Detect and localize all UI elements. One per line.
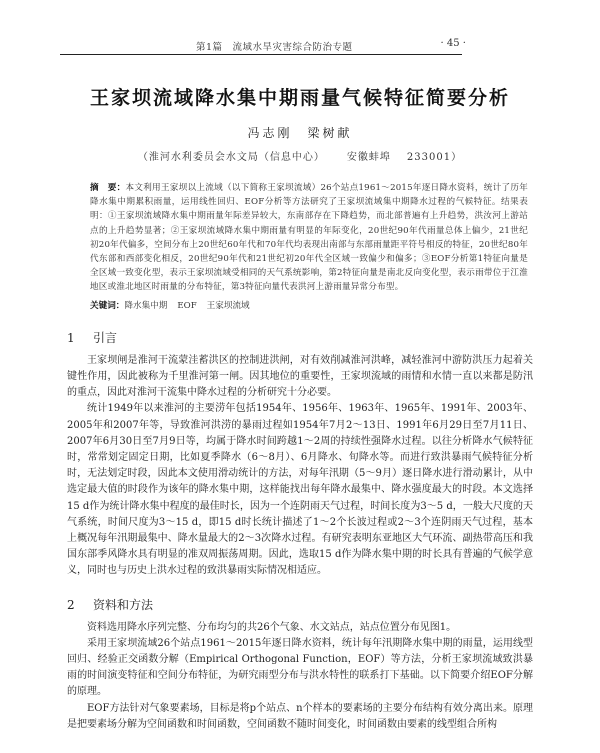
article-title: 王家坝流域降水集中期雨量气候特征简要分析 bbox=[89, 87, 510, 109]
keyword: 王家坝流域 bbox=[206, 300, 250, 311]
article-authors: 冯志刚 梁树献 bbox=[247, 126, 353, 140]
section-1-body bbox=[67, 353, 533, 580]
section-title: 引言 bbox=[93, 330, 118, 345]
paragraph: 王家坝闸是淮河干流蒙洼蓄洪区的控制进洪闸，对有效削减淮河洪峰，减轻淮河中游防洪压力起着关键性作用，因此被称为千里淮河第一闸。因其地位的重要性，王家坝流域的雨情和水情一直以来都是防汛的重点，因此对淮河干流集中降水过程的分析研究十分必要。 bbox=[67, 354, 533, 399]
running-title: 第1篇 流域水旱灾害综合防治专题 bbox=[196, 42, 353, 53]
affiliation-name: （淮河水利委员会水文局（信息中心） bbox=[137, 152, 325, 163]
keyword: EOF bbox=[177, 300, 197, 311]
section-number: 2 bbox=[67, 597, 75, 612]
affiliation-location: 安徽蚌埠 bbox=[346, 152, 391, 163]
section-title: 资料和方法 bbox=[93, 597, 154, 612]
abstract-text: 本文利用王家坝以上流域（以下简称王家坝流域）26个站点1961～2015年逐日降水资料，统计了历年降水集中期累积雨量，运用线性回归、EOF分析等方法研究了王家坝流域集中期降水过程的气候特征。结果表明：①王家坝流域降水集中期雨量年际差异较大，东南部存在下降趋势，而北部普遍有上升趋势，洪汝河上游站点的上升趋势显著；②王家坝流域降水集中期雨量有明显的年际变化，20世纪90年代雨量总体上偏少，21世纪初20年代偏多，空间分布上20世纪60年代和70年代均表现出南部与东部雨量距平符号相反的特征，20世纪80年代东部和西部变化相反，20世纪90年代和21世纪初20年代全区域一致偏少和偏多；③EOF分析第1特征向量是全区域一致变化型，表示王家坝流域受相同的天气系统影响，第2特征向量是南北反向变化型，表示雨带位于江淮地区或淮北地区时雨量的分布特征，第3特征向量代表洪河上游雨量异常分布型。 bbox=[90, 183, 528, 293]
section-number: 1 bbox=[67, 330, 75, 345]
paragraph: EOF方法针对气象要素场，目标是将p个站点、n个样本的要素场的主要分布结构有效分离出来。原理是把要素场分解为空间函数和时间函数，空间函数不随时间变化，时间函数由要素的线型组合所构 bbox=[67, 702, 533, 730]
page-number: · 45 · bbox=[440, 38, 466, 49]
running-header bbox=[60, 38, 466, 55]
section-2-body bbox=[67, 620, 533, 733]
abstract-label: 摘 要： bbox=[90, 183, 126, 193]
keyword: 降水集中期 bbox=[124, 300, 168, 311]
paragraph: 统计1949年以来淮河的主要涝年包括1954年、1956年、1963年、1965年、1991年、2003年、2005年和2007年等，导致淮河洪涝的暴雨过程如1954年7月2～13日、1991年6月29日至7月11日、2007年6月30日至7月9日等，均属于降水时间跨越1～2周的持续性强降水过程。以往分析降水气候特征时，常常划定固定日期，比如夏季降水（6～8月）、6月降水、旬降水等。而进行致洪暴雨气候特征分析时，无法划定时段，因此本文使用滑动统计的方法，对每年汛期（5～9月）逐日降水进行滑动累计，从中选定最大值的时段作为该年的降水集中期，这样能找出每年降水最集中、降水强度最大的时段。本文选择15 d作为统计降水集中程度的最佳时长，因为一个连阴雨天气过程，时间长度为3～5 d，一般大尺度的天气系统，时间尺度为3～15 d，即15 d时长统计描述了1～2个长波过程或2～3个连阴雨天气过程，基本上概况每年汛期最集中、降水量最大的2～3次降水过程。有研究表明东亚地区大气环流、副热带高压和我国东部季风降水具有明显的准双周振荡周期。因此，选取15 d作为降水集中期的时长具有普遍的气候学意义，同时也与历史上洪水过程的致洪暴雨实际情况相适应。 bbox=[67, 403, 533, 577]
article-affiliation bbox=[67, 151, 533, 165]
keywords bbox=[90, 299, 528, 313]
affiliation-postcode: 233001） bbox=[406, 152, 463, 163]
paragraph: 资料选用降水序列完整、分布均匀的共26个气象、水文站点，站点位置分布见图1。 bbox=[87, 621, 457, 633]
keywords-label: 关键词： bbox=[90, 300, 125, 311]
abstract bbox=[90, 181, 528, 295]
section-heading-2 bbox=[67, 596, 533, 614]
paragraph: 采用王家坝流域26个站点1961～2015年逐日降水资料，统计每年汛期降水集中期的雨量，运用线型回归、经验正交函数分解（Empirical Orthogonal Function，EOF）等方法，分析王家坝流域致洪暴雨的时间演变特征和空间分布特征，为研究雨型分布与洪水特性的联系打下基础。以下简要介绍EOF分解的原理。 bbox=[67, 637, 533, 698]
section-heading-1 bbox=[67, 329, 533, 347]
